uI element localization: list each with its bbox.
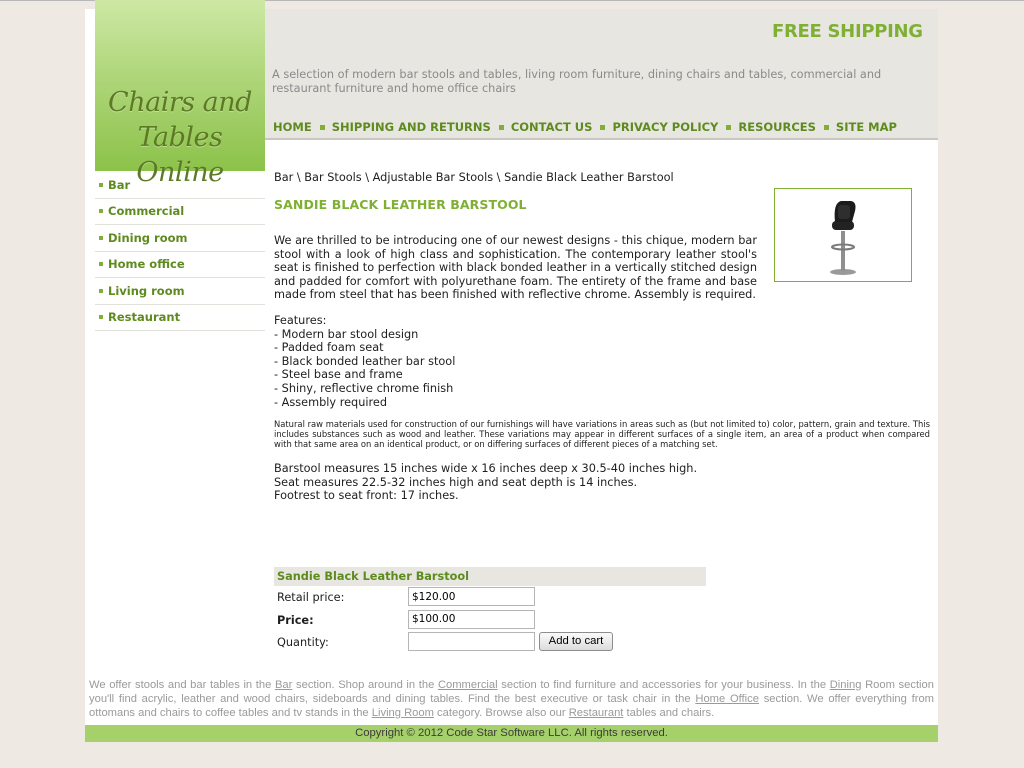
nav-separator-icon [499, 125, 504, 130]
footer-text: section. Shop around in the [292, 679, 438, 691]
footer-description [89, 679, 934, 720]
footer-link-home-office[interactable]: Home Office [695, 692, 759, 705]
header-divider [265, 138, 938, 140]
feature-item: - Padded foam seat [274, 341, 384, 355]
retail-price-label: Retail price: [277, 591, 345, 604]
retail-price-field[interactable] [408, 587, 535, 606]
nav-separator-icon [824, 125, 829, 130]
bullet-icon [99, 315, 103, 319]
footer-text: tables and chairs. [623, 706, 715, 719]
free-shipping-banner: FREE SHIPPING [772, 21, 923, 42]
sidebar-item-restaurant[interactable] [95, 305, 265, 332]
sidebar-item-home-office[interactable] [95, 252, 265, 279]
features-list [274, 314, 934, 409]
features-title: Features: [274, 313, 327, 327]
nav-separator-icon [320, 125, 325, 130]
footer-link-commercial[interactable]: Commercial [437, 679, 498, 691]
footer-text: We offer stools and bar tables in the [89, 679, 275, 691]
product-title: SANDIE BLACK LEATHER BARSTOOL [274, 197, 527, 212]
add-to-cart-button[interactable]: Add to cart [539, 632, 613, 651]
quantity-label: Quantity: [277, 636, 329, 649]
logo-line-2: Tables Online [136, 122, 224, 188]
price-row [274, 609, 706, 632]
materials-note: Natural raw materials used for construction of our furnishings will have variations in areas such as (but not limited to) color, pattern, grain and texture. This includes substances such as wood and leather. These variations may appear in different surfaces of a single item, an area of a product when compared with that same area on an identical product, or on differing surfaces of different pieces of a matching set. [274, 419, 930, 450]
footer-text: section to find furniture and accessories for your business. In the [497, 679, 830, 691]
page-container [85, 9, 938, 742]
price-field[interactable] [408, 610, 535, 629]
footer-link-restaurant[interactable]: Restaurant [568, 706, 624, 719]
footer-link-dining[interactable]: Dining [829, 679, 862, 691]
sidebar-item-commercial[interactable] [95, 199, 265, 226]
footer-text: Room section you'll find acrylic, leather and wood chairs, sideboards and dining tables. Find the best executive or task chair in the [89, 679, 934, 705]
bullet-icon [99, 262, 103, 266]
breadcrumb[interactable]: Bar \ Bar Stools \ Adjustable Bar Stools \ Sandie Black Leather Barstool [274, 171, 674, 184]
sidebar-item-label: Restaurant [108, 310, 181, 325]
sidebar-item-label: Home office [108, 257, 185, 272]
footer-text: category. Browse also our [433, 706, 569, 719]
product-description: We are thrilled to be introducing one of our newest designs - this chique, modern bar stool with a look of high class and sophistication. The contemporary leather stool's seat is finished to perfection with black bonded leather in a vertically stitched design and padded for comfort with polyurethane foam. The entirety of the frame and base made from steel that has been finished with reflective chrome. Assembly is required. [274, 234, 757, 302]
sidebar-item-dining-room[interactable] [95, 225, 265, 252]
logo-line-1: Chairs and [108, 87, 252, 118]
nav-resources[interactable]: RESOURCES [738, 120, 816, 134]
nav-contact-us[interactable]: CONTACT US [510, 120, 593, 134]
price-label: Price: [277, 613, 314, 627]
nav-separator-icon [600, 125, 605, 130]
footer-link-living-room[interactable]: Living Room [371, 706, 434, 719]
feature-item: - Steel base and frame [274, 368, 403, 382]
sidebar-item-label: Bar [108, 177, 131, 192]
site-tagline: A selection of modern bar stools and tables, living room furniture, dining chairs and tables, commercial and restaurant furniture and home office chairs [272, 68, 882, 95]
price-box-title: Sandie Black Leather Barstool [274, 567, 706, 586]
bullet-icon [99, 209, 103, 213]
footer-text: section. We offer everything from ottomans and chairs to coffee tables and tv stands in the [89, 692, 934, 719]
feature-item: - Black bonded leather bar stool [274, 354, 456, 368]
nav-home[interactable]: HOME [273, 120, 312, 134]
sidebar-item-label: Dining room [108, 230, 188, 245]
sidebar-item-living-room[interactable] [95, 278, 265, 305]
category-sidebar [95, 172, 265, 331]
feature-item: - Assembly required [274, 395, 388, 409]
main-content [274, 171, 934, 649]
bullet-icon [99, 183, 103, 187]
bullet-icon [99, 289, 103, 293]
footer-link-bar[interactable]: Bar [274, 679, 293, 691]
sidebar-item-label: Living room [108, 283, 185, 298]
sidebar-item-label: Commercial [108, 204, 185, 219]
product-image[interactable] [774, 188, 912, 282]
measurements [274, 462, 934, 503]
measurement-line: Footrest to seat front: 17 inches. [274, 489, 459, 503]
price-box [274, 567, 706, 654]
measurement-line: Barstool measures 15 inches wide x 16 inches deep x 30.5-40 inches high. [274, 462, 698, 476]
sidebar-item-bar[interactable] [95, 172, 265, 199]
nav-separator-icon [726, 125, 731, 130]
barstool-image [775, 189, 911, 281]
top-navigation [273, 120, 897, 134]
quantity-row [274, 631, 706, 654]
nav-site-map[interactable]: SITE MAP [835, 120, 897, 134]
quantity-input[interactable] [408, 632, 535, 651]
feature-item: - Modern bar stool design [274, 327, 419, 341]
nav-shipping-and-returns[interactable]: SHIPPING AND RETURNS [331, 120, 491, 134]
nav-privacy-policy[interactable]: PRIVACY POLICY [612, 120, 719, 134]
feature-item: - Shiny, reflective chrome finish [274, 381, 454, 395]
bullet-icon [99, 236, 103, 240]
retail-price-row [274, 586, 706, 609]
measurement-line: Seat measures 22.5-32 inches high and seat depth is 14 inches. [274, 475, 638, 489]
copyright-bar: Copyright © 2012 Code Star Software LLC. All rights reserved. [85, 725, 938, 742]
